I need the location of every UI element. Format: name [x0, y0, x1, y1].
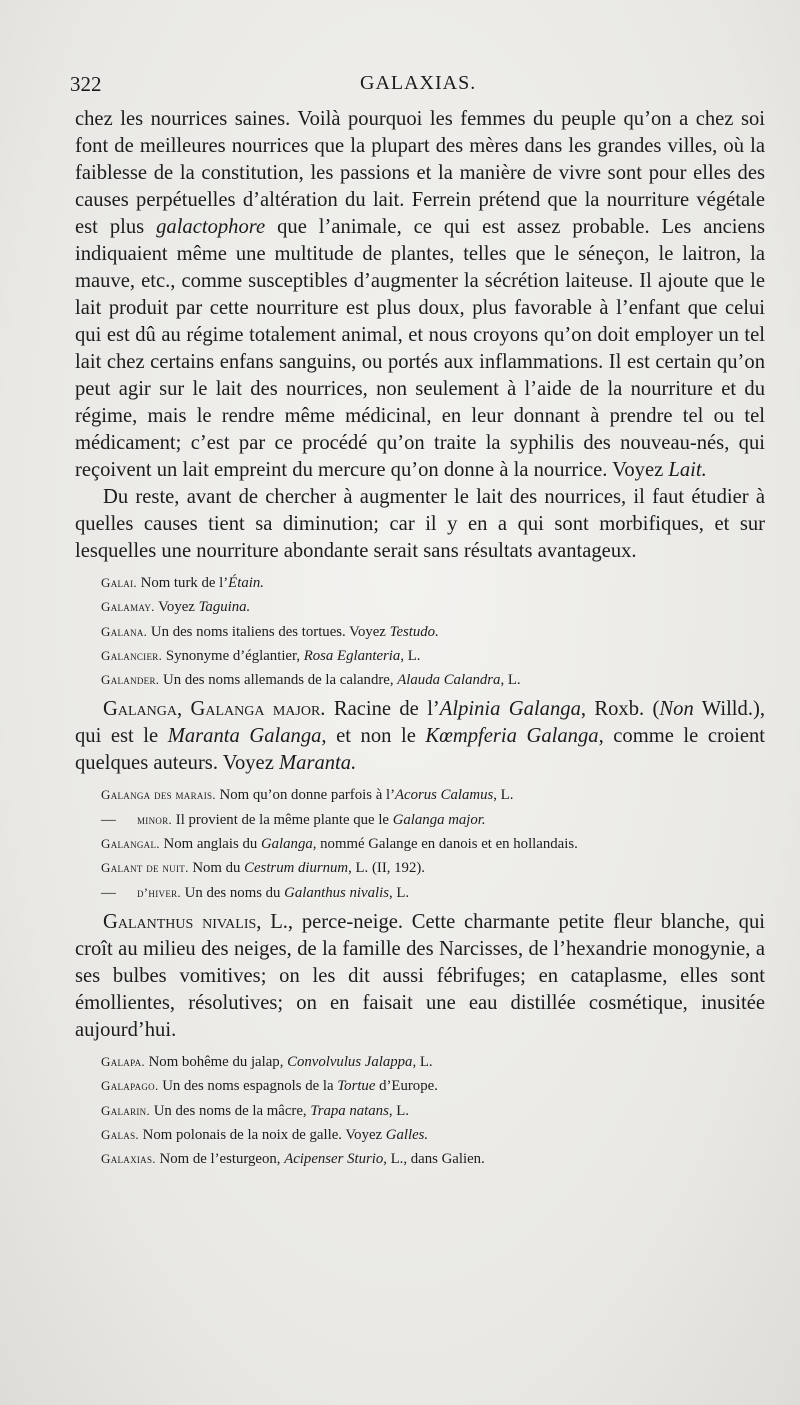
running-title: GALAXIAS.	[360, 72, 477, 94]
entry-galai: Galai. Nom turk de l’Étain.	[101, 575, 264, 591]
entry-galant-de-nuit: Galant de nuit. Nom du Cestrum diurnum, L. (II, 192).	[101, 860, 425, 877]
entry-galamay: Galamay. Voyez Taguina.	[101, 599, 251, 616]
page-header	[70, 72, 770, 102]
entries-galai-galander	[75, 571, 765, 692]
entry-galant-dhiver: — d’hiver. Un des noms du Galanthus nivalis, L.	[101, 884, 410, 901]
entry-galaxias: Galaxias. Nom de l’esturgeon, Acipenser Sturio, L., dans Galien.	[101, 1151, 485, 1168]
paragraph-nourrices: chez les nourrices saines. Voilà pourquoi les femmes du peuple qu’on a chez soi font de meilleures nourrices que la plupart des mères dans les grandes villes, où la faiblesse de la constitution, les passions et la manière de vivre sont pour elles des causes perpétuelles d’altération du lait. Ferrein prétend que la nourriture végétale est plus galactophore que l’animale, ce qui est assez probable. Les anciens indiquaient même une multitude de plantes, telles que le séneçon, le laitron, la mauve, etc., comme susceptibles d’augmenter la sécrétion laiteuse. Il ajoute que le lait produit par cette nourriture est plus doux, plus favorable à l’enfant que celui qui est dû au régime totalement animal, et nous croyons qu’on doit employer un tel lait chez certains enfans sanguins, ou portés aux inflammations. Il est certain qu’on peut agir sur le lait des nourrices, non seulement à l’aide de la nourriture et du régime, mais le rendre même médicinal, en leur donnant à prendre tel ou tel médicament; c’est par ce procédé qu’on traite la syphilis des nouveau-nés, qui reçoivent un lait empreint du mercure qu’on donne à la nourrice. Voyez Lait.	[75, 108, 765, 481]
entry-galanga: Galanga, Galanga major. Racine de l’Alpinia Galanga, Roxb. (Non Willd.), qui est le Maranta Galanga, et non le Kœmpferia Galanga, comme le croient quelques auteurs. Voyez Maranta.	[75, 698, 766, 775]
entry-galander: Galander. Un des noms allemands de la calandre, Alauda Calandra, L.	[101, 672, 521, 689]
entry-galanga-minor: — minor. Il provient de la même plante que le Galanga major.	[101, 811, 486, 828]
entry-galangal: Galangal. Nom anglais du Galanga, nommé Galange en danois et en hollandais.	[101, 836, 578, 853]
page-number: 322	[70, 72, 102, 96]
page-body	[75, 106, 765, 1171]
entry-galanga-des-marais: Galanga des marais. Nom qu’on donne parfois à l’Acorus Calamus, L.	[101, 787, 514, 804]
entries-galanga-des-marais-dhiver	[75, 783, 765, 904]
entry-galarin: Galarin. Un des noms de la mâcre, Trapa natans, L.	[101, 1102, 409, 1119]
entry-galapa: Galapa. Nom bohême du jalap, Convolvulus Jalappa, L.	[101, 1053, 433, 1070]
entry-galancier: Galancier. Synonyme d’églantier, Rosa Eglanteria, L.	[101, 647, 421, 664]
entry-galapago: Galapago. Un des noms espagnols de la Tortue d’Europe.	[101, 1078, 438, 1095]
entries-galapa-galaxias	[75, 1050, 765, 1171]
entry-galas: Galas. Nom polonais de la noix de galle. Voyez Galles.	[101, 1126, 429, 1143]
entry-galanthus-nivalis: Galanthus nivalis, L., perce-neige. Cette charmante petite fleur blanche, qui croît au milieu des neiges, de la famille des Narcisses, de l’hexandrie monogynie, a ses bulbes vomitives; on les dit aussi fébrifuges; en cataplasme, elles sont émollientes, résolutives; on en faisait une eau distillée cosmétique, inusitée aujourd’hui.	[75, 910, 765, 1041]
paragraph-du-reste: Du reste, avant de chercher à augmenter le lait des nourrices, il faut étudier à quelles causes tient sa diminution; car il y en a qui sont morbifiques, et sur lesquelles une nourriture abondante serait sans résultats avantageux.	[75, 486, 765, 562]
entry-galana: Galana. Un des noms italiens des tortues. Voyez Testudo.	[101, 623, 439, 640]
